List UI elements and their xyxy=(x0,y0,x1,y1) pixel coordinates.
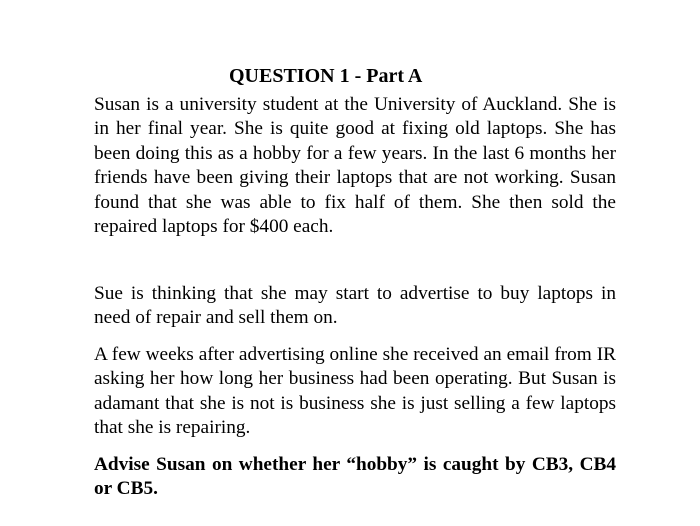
paragraph-advertising-plan: Sue is thinking that she may start to advertise to buy laptops in need of repair and sell them on. xyxy=(94,283,616,329)
question-title: QUESTION 1 - Part A xyxy=(229,65,423,87)
paragraph-scenario: Susan is a university student at the University of Auckland. She is in her final year. She is quite good at fixing old laptops. She has been doing this as a hobby for a few years. In the last 6 months her friends have been giving their laptops that are not working. Susan found that she was able to fix half of them. She then sold the repaired laptops for $400 each. xyxy=(94,94,616,238)
paragraph-ir-email: A few weeks after advertising online she received an email from IR asking her how long her business had been operating. But Susan is adamant that she is not is business she is just selling a few laptops that she is repairing. xyxy=(94,344,616,439)
question-prompt: Advise Susan on whether her “hobby” is caught by CB3, CB4 or CB5. xyxy=(94,454,616,500)
